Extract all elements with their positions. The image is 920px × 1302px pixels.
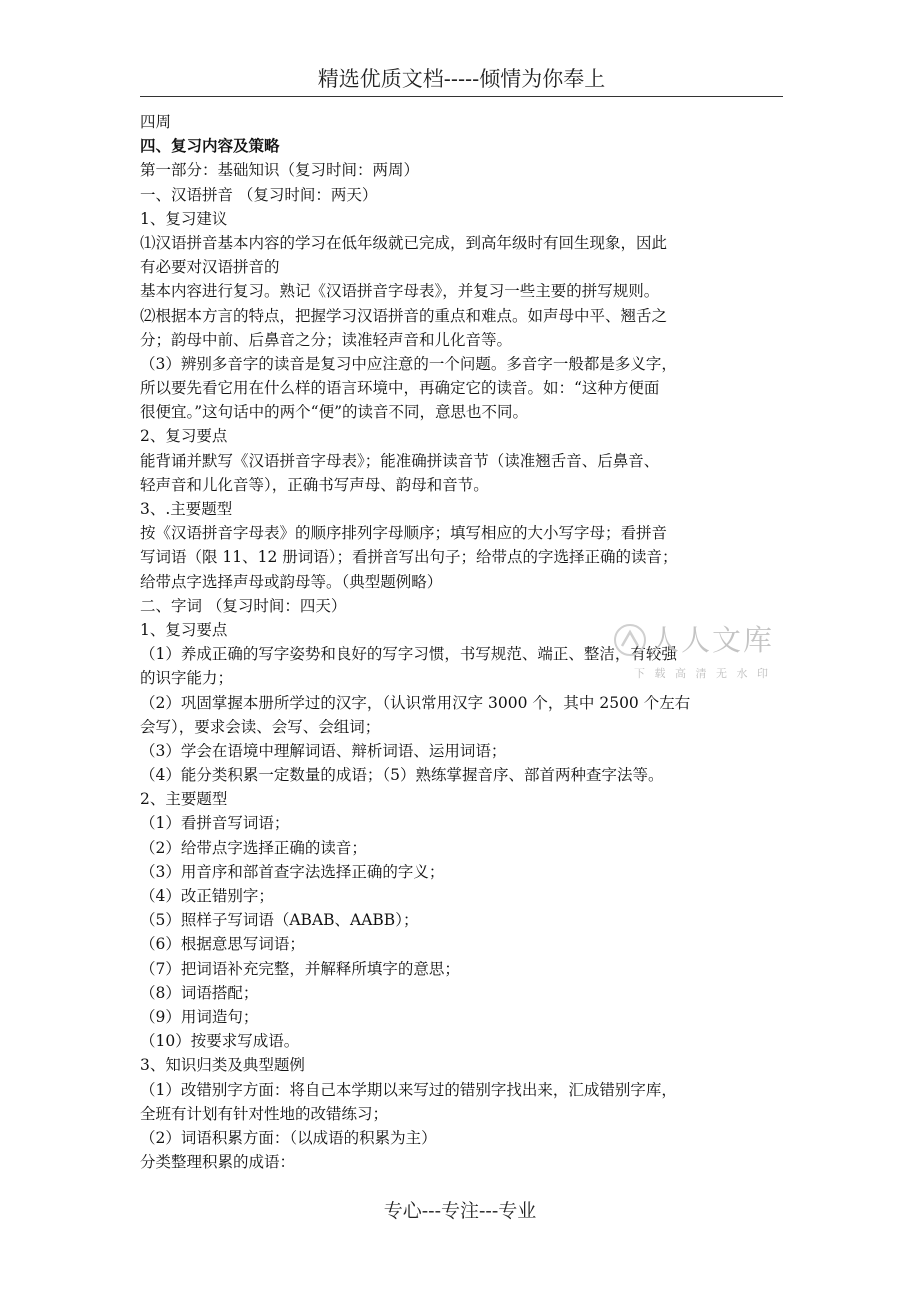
text-line: 第一部分：基础知识（复习时间：两周） — [140, 161, 420, 180]
watermark-title: 人人文库 — [650, 623, 775, 657]
watermark-subtitle: 下 载 高 清 无 水 印 — [634, 667, 771, 680]
text-line: （1）看拼音写词语； — [140, 814, 290, 833]
text-line: 会写），要求会读、会写、会组词； — [140, 717, 381, 736]
text-line: 有必要对汉语拼音的 — [140, 258, 280, 277]
text-line: 二、字词 （复习时间：四天） — [140, 596, 347, 615]
text-line: 分类整理积累的成语： — [140, 1153, 296, 1172]
text-line: 一、汉语拼音 （复习时间：两天） — [140, 185, 378, 204]
text-line: 按《汉语拼音字母表》的顺序排列字母顺序；填写相应的大小写字母；看拼音 — [140, 524, 668, 543]
text-line: 基本内容进行复习。熟记《汉语拼音字母表》，并复习一些主要的拼写规则。 — [140, 282, 660, 301]
watermark-logo-icon — [612, 622, 648, 658]
text-line: （5）照样子写词语（ABAB、AABB）； — [140, 911, 419, 930]
text-line: （3）辨别多音字的读音是复习中应注意的一个问题。多音字一般都是多义字， — [140, 354, 677, 373]
page-footer: 专心---专注---专业 — [383, 1200, 537, 1222]
text-line: 3、.主要题型 — [140, 500, 233, 518]
text-line: 能背诵并默写《汉语拼音字母表》；能准确拼读音节（读准翘舌音、后鼻音、 — [140, 451, 660, 470]
text-line: ⑴汉语拼音基本内容的学习在低年级就已完成，到高年级时有回生现象，因此 — [140, 233, 668, 252]
text-line: 写词语（限 11、12 册词语）；看拼音写出句子；给带点的字选择正确的读音； — [140, 548, 678, 567]
text-line: （7）把词语补充完整，并解释所填字的意思； — [140, 959, 460, 978]
text-line: 分；韵母中前、后鼻音之分；读准轻声音和儿化音等。 — [140, 330, 513, 349]
text-line: 2、复习要点 — [140, 427, 228, 446]
header-divider — [140, 96, 783, 97]
text-line: （3）用音序和部首查字法选择正确的字义； — [140, 862, 445, 881]
text-line: （8）词语搭配； — [140, 983, 259, 1002]
text-line: 1、复习建议 — [140, 209, 228, 228]
text-line: （3）学会在语境中理解词语、辩析词语、运用词语； — [140, 741, 507, 760]
text-line: （4）改正错别字； — [140, 887, 274, 905]
page-header-title: 精选优质文档-----倾情为你奉上 — [317, 67, 606, 91]
text-line: （2）巩固掌握本册所学过的汉字，（认识常用汉字 3000 个，其中 2500 个左右 — [140, 693, 691, 712]
text-line: 全班有计划有针对性地的改错练习； — [140, 1104, 389, 1123]
text-line: （1）养成正确的写字姿势和良好的写字习惯，书写规范、端正、整洁，有较强 — [140, 645, 677, 664]
text-line: 2、主要题型 — [140, 790, 228, 809]
text-line: 的识字能力； — [140, 669, 234, 688]
section-heading: 四、复习内容及策略 — [140, 136, 280, 156]
text-line: 3、知识归类及典型题例 — [140, 1056, 305, 1075]
text-line: （10）按要求写成语。 — [140, 1032, 300, 1051]
text-line: 轻声音和儿化音等），正确书写声母、韵母和音节。 — [140, 475, 489, 494]
text-line: （4）能分类积累一定数量的成语；（5）熟练掌握音序、部首两种查字法等。 — [140, 766, 664, 785]
text-line: 很便宜。”这句话中的两个“便”的读音不同，意思也不同。 — [140, 403, 529, 422]
text-line: ⑵根据本方言的特点，把握学习汉语拼音的重点和难点。如声母中平、翘舌之 — [140, 306, 668, 325]
text-line: 四周 — [140, 113, 172, 131]
text-line: 给带点字选择声母或韵母等。（典型题例略） — [140, 572, 443, 591]
text-line: （1）改错别字方面：将自己本学期以来写过的错别字找出来，汇成错别字库， — [140, 1080, 677, 1099]
text-line: 所以要先看它用在什么样的语言环境中，再确定它的读音。如：“这种方便面 — [140, 379, 660, 398]
text-line: 1、复习要点 — [140, 620, 228, 639]
text-line: （6）根据意思写词语； — [140, 935, 305, 954]
text-line: （9）用词造句； — [140, 1007, 259, 1026]
watermark — [610, 618, 800, 690]
text-line: （2）给带点字选择正确的读音； — [140, 838, 367, 857]
text-line: （2）词语积累方面：（以成语的积累为主） — [140, 1128, 437, 1147]
